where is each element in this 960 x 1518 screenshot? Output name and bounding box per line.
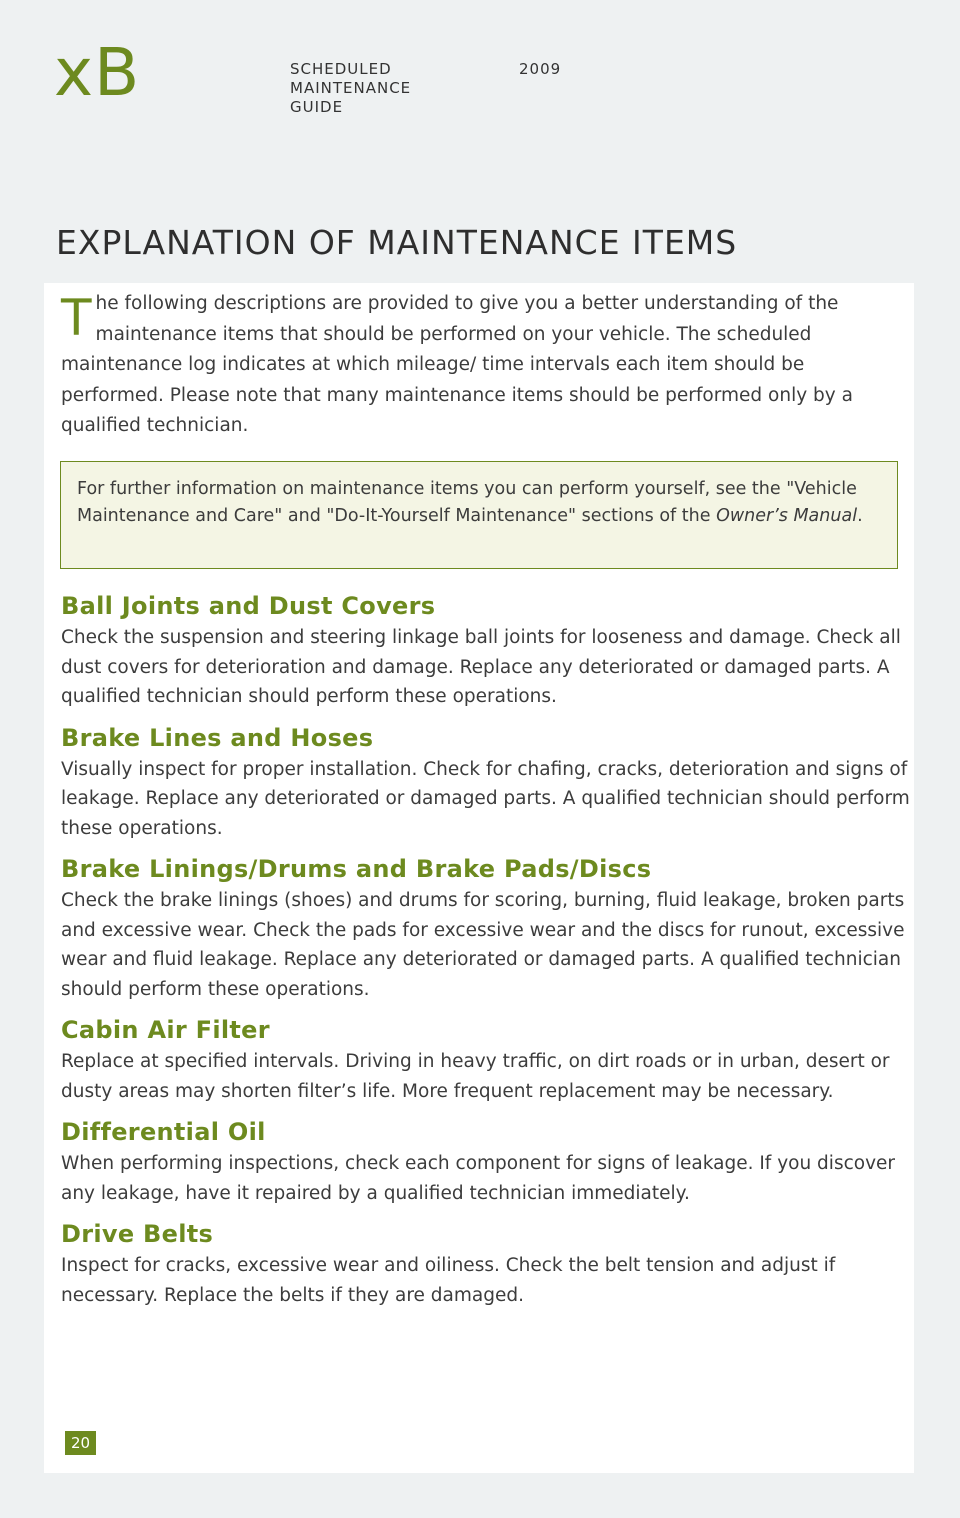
item-title: Brake Linings/Drums and Brake Pads/Discs [61, 855, 652, 883]
maintenance-item [61, 1115, 911, 1208]
page-number-badge: 20 [65, 1431, 96, 1455]
maintenance-item [61, 721, 911, 844]
intro-text: he following descriptions are provided to give you a better understanding of the maintenance items that should be performed on your vehicle. The scheduled maintenance log indicates at which mileage/ time intervals each item should be performed. Please note that many maintenance items should be performed only by a qualified technician. [61, 293, 853, 436]
note-suffix: . [857, 506, 863, 526]
info-note-box [60, 461, 898, 569]
guide-title [290, 60, 411, 117]
model-year: 2009 [519, 60, 562, 78]
maintenance-item [61, 1217, 911, 1310]
note-text: For further information on maintenance items you can perform yourself, see the "Vehicle Maintenance and Care" and "Do-It-Yourself Maintenance" sections of the [77, 479, 857, 526]
item-body: Visually inspect for proper installation. Check for chafing, cracks, deterioration and signs of leakage. Replace any deteriorated or damaged parts. A qualified technician should perform these operations. [61, 758, 910, 839]
page-title: EXPLANATION OF MAINTENANCE ITEMS [56, 223, 738, 262]
guide-title-line: SCHEDULED [290, 60, 392, 78]
maintenance-item [61, 852, 911, 1004]
item-body: Replace at specified intervals. Driving in heavy traffic, on dirt roads or in urban, desert or dusty areas may shorten filter’s life. More frequent replacement may be necessary. [61, 1051, 890, 1102]
item-body: Check the brake linings (shoes) and drums for scoring, burning, fluid leakage, broken parts and excessive wear. Check the pads for excessive wear and the discs for runout, excessive wear and fluid leakage. Replace any deteriorated or damaged parts. A qualified technician should perform these operations. [61, 890, 905, 1000]
maintenance-item [61, 1013, 911, 1106]
item-title: Brake Lines and Hoses [61, 723, 374, 752]
item-title: Drive Belts [61, 1220, 214, 1248]
maintenance-items [61, 589, 911, 1319]
note-emphasis: Owner’s Manual [716, 506, 858, 526]
item-title: Differential Oil [61, 1118, 266, 1146]
guide-title-line: GUIDE [290, 98, 344, 116]
item-body: Inspect for cracks, excessive wear and oiliness. Check the belt tension and adjust if necessary. Replace the belts if they are damaged. [61, 1255, 836, 1306]
guide-title-line: MAINTENANCE [290, 79, 412, 97]
item-title: Cabin Air Filter [61, 1016, 270, 1044]
maintenance-item [61, 589, 911, 712]
brand-logo: xB [54, 34, 141, 111]
item-body: Check the suspension and steering linkage ball joints for looseness and damage. Check all dust covers for deterioration and damage. Replace any deteriorated or damaged parts. A qualified technician should perform these operations. [61, 627, 901, 707]
item-body: When performing inspections, check each component for signs of leakage. If you discover any leakage, have it repaired by a qualified technician immediately. [61, 1153, 896, 1204]
intro-paragraph [61, 289, 897, 442]
drop-cap: T [61, 289, 92, 347]
item-title: Ball Joints and Dust Covers [61, 592, 436, 620]
